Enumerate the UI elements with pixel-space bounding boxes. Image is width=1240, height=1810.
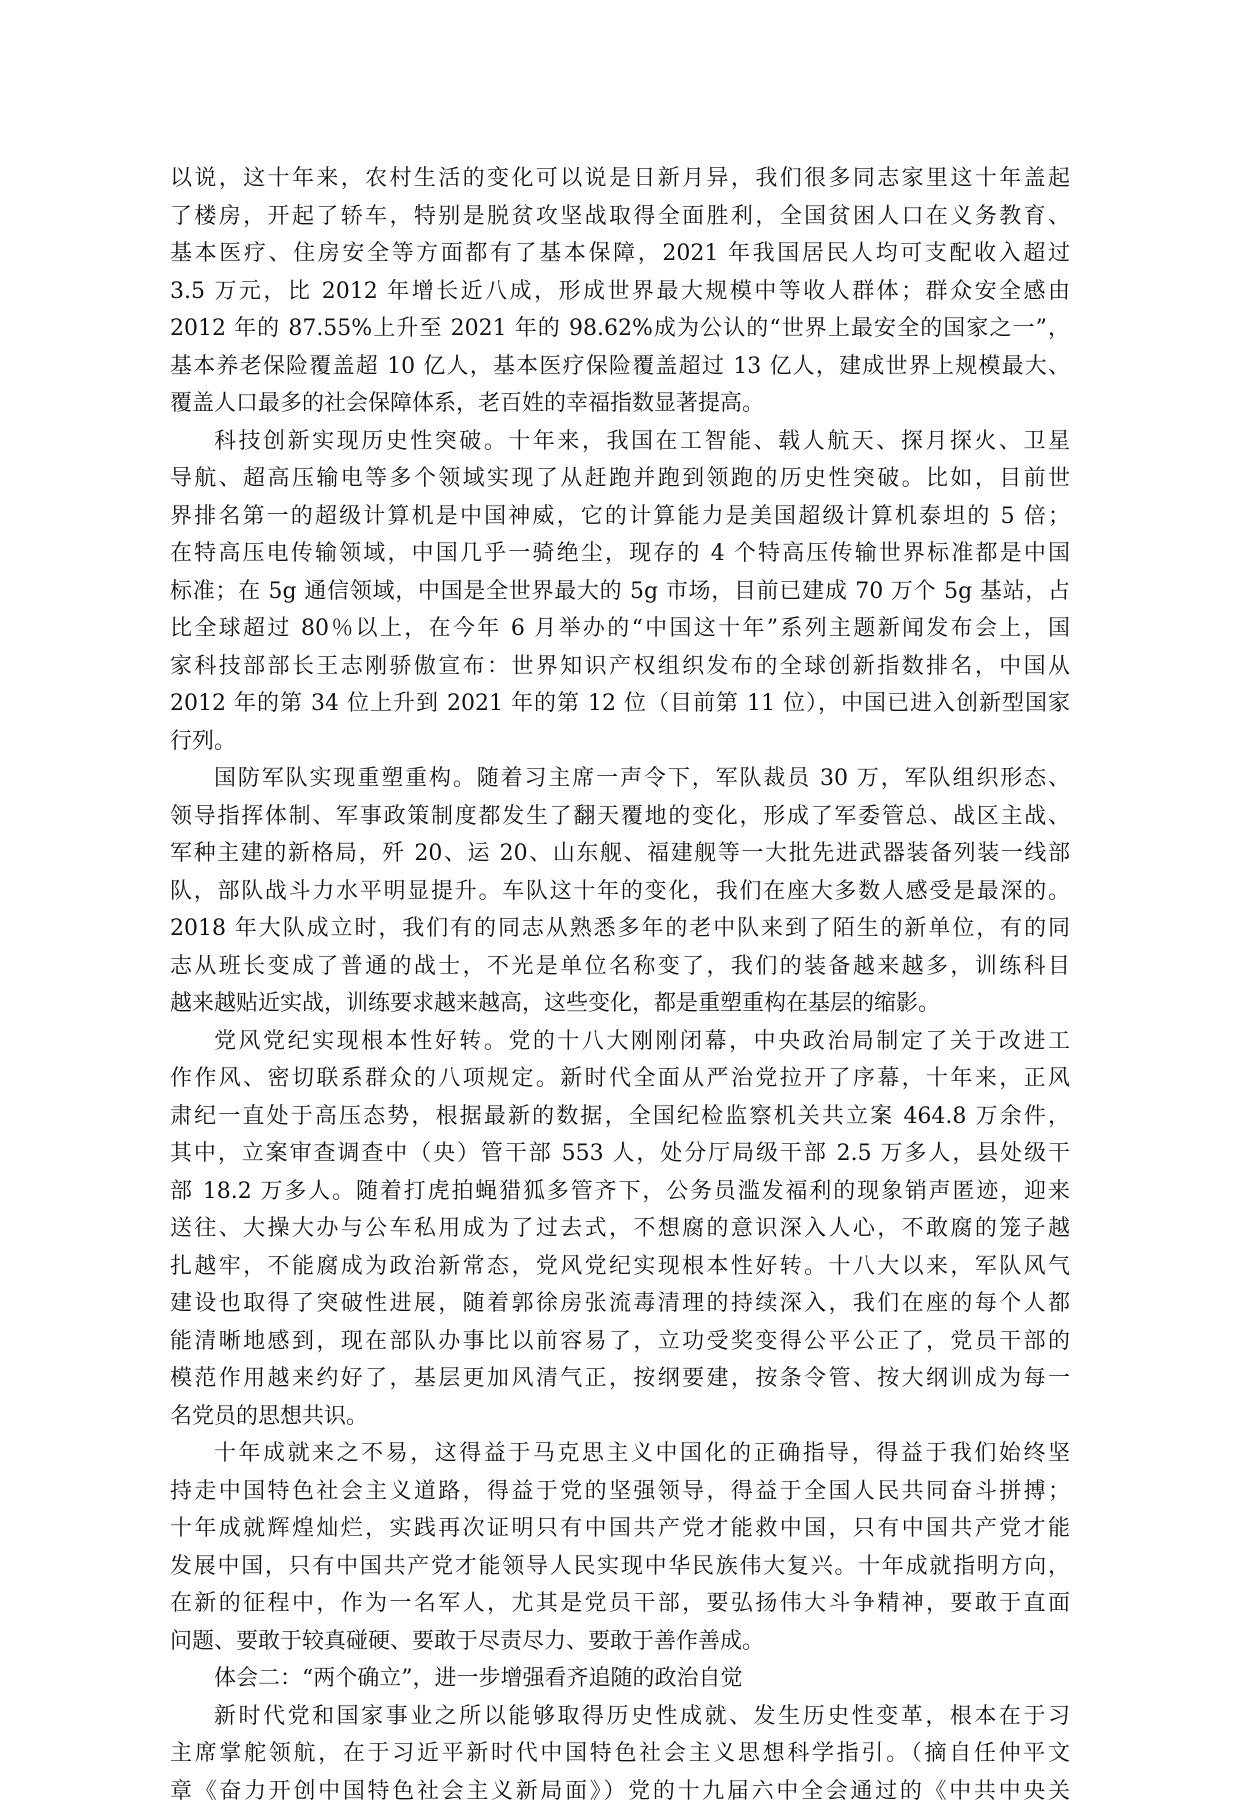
text-line: 持走中国特色社会主义道路，得益于党的坚强领导，得益于全国人民共同奋斗拼搏；	[170, 1473, 1070, 1511]
text-line: 基本养老保险覆盖超 10 亿人，基本医疗保险覆盖超过 13 亿人，建成世界上规模最大、	[170, 348, 1070, 386]
text-line: 以说，这十年来，农村生活的变化可以说是日新月异，我们很多同志家里这十年盖起	[170, 160, 1070, 198]
text-line: 国防军队实现重塑重构。随着习主席一声令下，军队裁员 30 万，军队组织形态、	[170, 760, 1070, 798]
text-line: 送往、大操大办与公车私用成为了过去式，不想腐的意识深入人心，不敢腐的笼子越	[170, 1210, 1070, 1248]
text-line: 模范作用越来约好了，基层更加风清气正，按纲要建，按条令管、按大纲训成为每一	[170, 1360, 1070, 1398]
text-line: 2018 年大队成立时，我们有的同志从熟悉多年的老中队来到了陌生的新单位，有的同	[170, 910, 1070, 948]
text-line: 作作风、密切联系群众的八项规定。新时代全面从严治党拉开了序幕，十年来，正风	[170, 1060, 1070, 1098]
text-line: 十年成就辉煌灿烂，实践再次证明只有中国共产党才能救中国，只有中国共产党才能	[170, 1510, 1070, 1548]
text-line: 问题、要敢于较真碰硬、要敢于尽责尽力、要敢于善作善成。	[170, 1623, 1070, 1661]
text-line: 在新的征程中，作为一名军人，尤其是党员干部，要弘扬伟大斗争精神，要敢于直面	[170, 1585, 1070, 1623]
text-line: 导航、超高压输电等多个领域实现了从赶跑并跑到领跑的历史性突破。比如，目前世	[170, 460, 1070, 498]
text-line: 标准；在 5g 通信领域，中国是全世界最大的 5g 市场，目前已建成 70 万个 5g 基站，占	[170, 573, 1070, 611]
text-line: 章《奋力开创中国特色社会主义新局面》）党的十九届六中全会通过的《中共中央关	[170, 1773, 1070, 1810]
text-line: 肃纪一直处于高压态势，根据最新的数据，全国纪检监察机关共立案 464.8 万余件，	[170, 1098, 1070, 1136]
text-line: 十年成就来之不易，这得益于马克思主义中国化的正确指导，得益于我们始终坚	[170, 1435, 1070, 1473]
text-line: 名党员的思想共识。	[170, 1398, 1070, 1436]
text-line: 建设也取得了突破性进展，随着郭徐房张流毒清理的持续深入，我们在座的每个人都	[170, 1285, 1070, 1323]
text-line: 越来越贴近实战，训练要求越来越高，这些变化，都是重塑重构在基层的缩影。	[170, 985, 1070, 1023]
text-line: 新时代党和国家事业之所以能够取得历史性成就、发生历史性变革，根本在于习	[170, 1698, 1070, 1736]
text-line: 队，部队战斗力水平明显提升。车队这十年的变化，我们在座大多数人感受是最深的。	[170, 873, 1070, 911]
text-line: 2012 年的第 34 位上升到 2021 年的第 12 位（目前第 11 位），中国已进入创新型国家	[170, 685, 1070, 723]
text-line: 主席掌舵领航，在于习近平新时代中国特色社会主义思想科学指引。（摘自任仲平文	[170, 1735, 1070, 1773]
text-line: 扎越牢，不能腐成为政治新常态，党风党纪实现根本性好转。十八大以来，军队风气	[170, 1248, 1070, 1286]
text-line: 科技创新实现历史性突破。十年来，我国在工智能、载人航天、探月探火、卫星	[170, 423, 1070, 461]
text-line: 家科技部部长王志刚骄傲宣布：世界知识产权组织发布的全球创新指数排名，中国从	[170, 648, 1070, 686]
text-line: 覆盖人口最多的社会保障体系，老百姓的幸福指数显著提高。	[170, 385, 1070, 423]
text-line: 军种主建的新格局，歼 20、运 20、山东舰、福建舰等一大批先进武器装备列装一线部	[170, 835, 1070, 873]
text-line: 能清晰地感到，现在部队办事比以前容易了，立功受奖变得公平公正了，党员干部的	[170, 1323, 1070, 1361]
text-line: 体会二：“两个确立”，进一步增强看齐追随的政治自觉	[170, 1660, 1070, 1698]
text-line: 党风党纪实现根本性好转。党的十八大刚刚闭幕，中央政治局制定了关于改进工	[170, 1023, 1070, 1061]
document-body	[170, 160, 1070, 1810]
text-line: 基本医疗、住房安全等方面都有了基本保障，2021 年我国居民人均可支配收入超过	[170, 235, 1070, 273]
text-line: 其中，立案审查调查中（央）管干部 553 人，处分厅局级干部 2.5 万多人，县处级干	[170, 1135, 1070, 1173]
text-line: 领导指挥体制、军事政策制度都发生了翻天覆地的变化，形成了军委管总、战区主战、	[170, 798, 1070, 836]
text-line: 了楼房，开起了轿车，特别是脱贫攻坚战取得全面胜利，全国贫困人口在义务教育、	[170, 198, 1070, 236]
text-line: 在特高压电传输领域，中国几乎一骑绝尘，现存的 4 个特高压传输世界标准都是中国	[170, 535, 1070, 573]
text-line: 3.5 万元，比 2012 年增长近八成，形成世界最大规模中等收人群体；群众安全感由	[170, 273, 1070, 311]
text-line: 部 18.2 万多人。随着打虎拍蝇猎狐多管齐下，公务员滥发福利的现象销声匿迹，迎来	[170, 1173, 1070, 1211]
text-line: 比全球超过 80％以上，在今年 6 月举办的“中国这十年”系列主题新闻发布会上，国	[170, 610, 1070, 648]
text-line: 志从班长变成了普通的战士，不光是单位名称变了，我们的装备越来越多，训练科目	[170, 948, 1070, 986]
text-line: 界排名第一的超级计算机是中国神威，它的计算能力是美国超级计算机泰坦的 5 倍；	[170, 498, 1070, 536]
text-line: 2012 年的 87.55%上升至 2021 年的 98.62%成为公认的“世界上最安全的国家之一”，	[170, 310, 1070, 348]
text-line: 行列。	[170, 723, 1070, 761]
text-line: 发展中国，只有中国共产党才能领导人民实现中华民族伟大复兴。十年成就指明方向，	[170, 1548, 1070, 1586]
